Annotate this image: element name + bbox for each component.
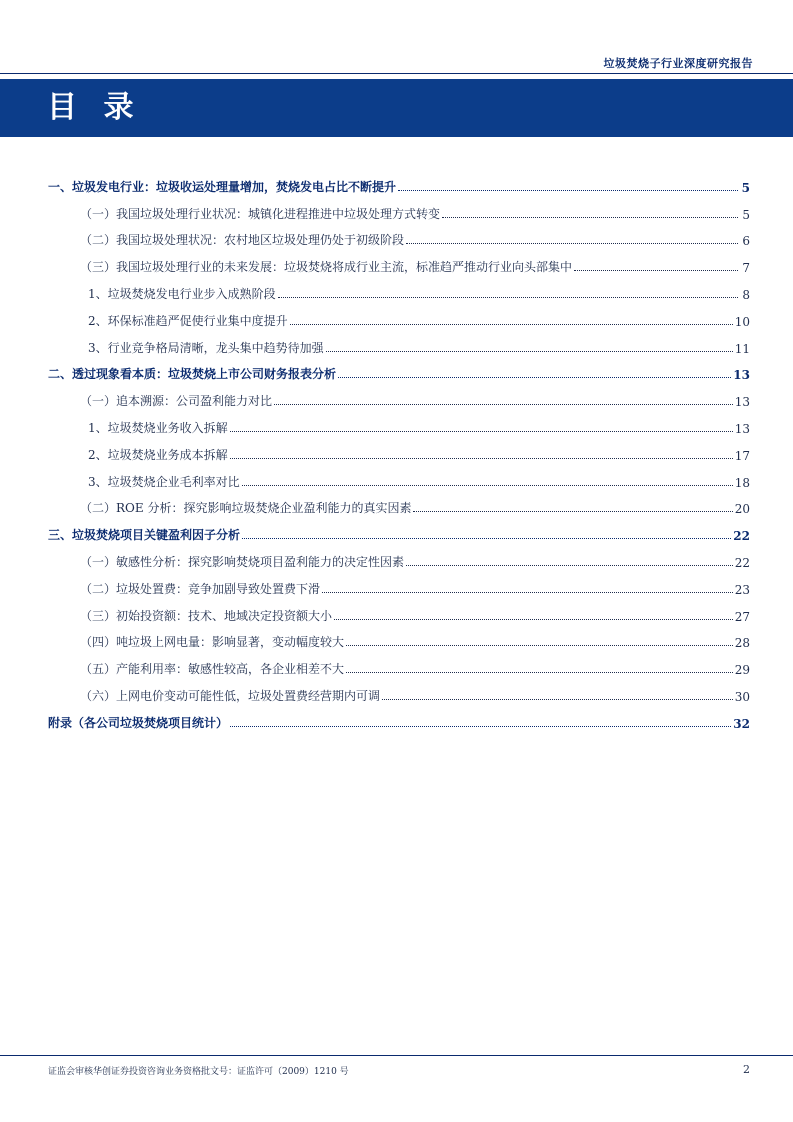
toc-entry-title: 二、透过现象看本质：垃圾焚烧上市公司财务报表分析 bbox=[48, 367, 337, 382]
toc-leader-dots bbox=[574, 270, 738, 271]
toc-leader-dots bbox=[334, 619, 733, 620]
toc-entry[interactable] bbox=[48, 168, 750, 195]
toc-entry-title: （一）追本溯源：公司盈利能力对比 bbox=[80, 394, 273, 409]
toc-entry-page: 32 bbox=[733, 716, 750, 731]
toc-leader-dots bbox=[230, 458, 733, 459]
toc-leader-dots bbox=[413, 511, 732, 512]
toc-entry[interactable] bbox=[48, 275, 750, 302]
toc-entry-title: （六）上网电价变动可能性低，垃圾处置费经营期内可调 bbox=[80, 688, 381, 703]
toc-entry[interactable] bbox=[48, 650, 750, 677]
toc-entry-title: 2、垃圾焚烧业务成本拆解 bbox=[88, 447, 228, 462]
toc-entry-title: （三）初始投资额：技术、地域决定投资额大小 bbox=[80, 608, 333, 623]
toc-entry-page: 18 bbox=[734, 475, 750, 490]
toc-leader-dots bbox=[382, 699, 733, 700]
toc-leader-dots bbox=[442, 217, 738, 218]
toc-entry[interactable] bbox=[48, 543, 750, 570]
toc-entry-title: （二）ROE 分析：探究影响垃圾焚烧企业盈利能力的真实因素 bbox=[80, 501, 412, 516]
toc-leader-dots bbox=[346, 672, 733, 673]
toc-entry-page: 5 bbox=[742, 207, 750, 222]
toc-entry[interactable] bbox=[48, 677, 750, 704]
toc-leader-dots bbox=[406, 565, 733, 566]
contents-banner bbox=[0, 79, 793, 137]
toc-entry[interactable] bbox=[48, 704, 750, 731]
toc-leader-dots bbox=[346, 645, 733, 646]
toc-leader-dots bbox=[406, 243, 738, 244]
toc-entry[interactable] bbox=[48, 516, 750, 543]
toc-entry-page: 8 bbox=[742, 287, 750, 302]
toc-entry-title: 三、垃圾焚烧项目关键盈利因子分析 bbox=[48, 528, 241, 543]
toc-entry-title: （一）敏感性分析：探究影响焚烧项目盈利能力的决定性因素 bbox=[80, 554, 405, 569]
toc-entry[interactable] bbox=[48, 463, 750, 490]
toc-entry[interactable] bbox=[48, 570, 750, 597]
toc-entry[interactable] bbox=[48, 490, 750, 517]
toc-entry-title: 一、垃圾发电行业：垃圾收运处理量增加，焚烧发电占比不断提升 bbox=[48, 179, 397, 194]
toc-entry-page: 20 bbox=[734, 502, 750, 517]
table-of-contents bbox=[48, 168, 750, 731]
contents-title: 目 录 bbox=[47, 90, 142, 125]
toc-entry[interactable] bbox=[48, 382, 750, 409]
toc-entry-page: 10 bbox=[734, 314, 750, 329]
toc-entry-page: 13 bbox=[733, 368, 750, 383]
toc-leader-dots bbox=[278, 297, 738, 298]
footer-license: 证监会审核华创证券投资咨询业务资格批文号：证监许可（2009）1210 号 bbox=[48, 1067, 349, 1077]
toc-entry-title: （二）垃圾处置费：竞争加剧导致处置费下滑 bbox=[80, 581, 321, 596]
footer-page-number: 2 bbox=[743, 1063, 750, 1076]
toc-leader-dots bbox=[290, 324, 733, 325]
toc-entry-page: 13 bbox=[734, 395, 750, 410]
toc-entry[interactable] bbox=[48, 222, 750, 249]
toc-entry-page: 30 bbox=[734, 689, 750, 704]
toc-entry-page: 22 bbox=[733, 529, 750, 544]
toc-leader-dots bbox=[398, 190, 738, 191]
toc-entry[interactable] bbox=[48, 436, 750, 463]
toc-entry-page: 13 bbox=[734, 421, 750, 436]
toc-entry-title: （一）我国垃圾处理行业状况：城镇化进程推进中垃圾处理方式转变 bbox=[80, 206, 441, 221]
toc-entry-title: 1、垃圾焚烧发电行业步入成熟阶段 bbox=[88, 286, 276, 301]
toc-leader-dots bbox=[326, 351, 733, 352]
toc-leader-dots bbox=[322, 592, 733, 593]
footer-divider bbox=[0, 1055, 793, 1056]
toc-leader-dots bbox=[338, 377, 731, 378]
toc-entry-page: 6 bbox=[742, 234, 750, 249]
toc-leader-dots bbox=[242, 485, 733, 486]
toc-entry[interactable] bbox=[48, 248, 750, 275]
toc-entry[interactable] bbox=[48, 624, 750, 651]
toc-entry-title: 附录（各公司垃圾焚烧项目统计） bbox=[48, 715, 229, 730]
header-divider bbox=[0, 73, 793, 74]
toc-entry-title: 3、垃圾焚烧企业毛利率对比 bbox=[88, 474, 240, 489]
toc-entry-title: （五）产能利用率：敏感性较高，各企业相差不大 bbox=[80, 662, 345, 677]
toc-entry-page: 28 bbox=[734, 636, 750, 651]
toc-entry[interactable] bbox=[48, 329, 750, 356]
toc-entry-page: 29 bbox=[734, 663, 750, 678]
toc-leader-dots bbox=[230, 431, 733, 432]
toc-entry-page: 5 bbox=[741, 180, 750, 195]
toc-entry[interactable] bbox=[48, 409, 750, 436]
toc-leader-dots bbox=[274, 404, 733, 405]
toc-leader-dots bbox=[230, 726, 731, 727]
toc-entry[interactable] bbox=[48, 302, 750, 329]
toc-entry-page: 27 bbox=[734, 609, 750, 624]
toc-entry-page: 22 bbox=[734, 555, 750, 570]
toc-entry-page: 17 bbox=[734, 448, 750, 463]
toc-entry-title: （四）吨垃圾上网电量：影响显著，变动幅度较大 bbox=[80, 635, 345, 650]
toc-entry[interactable] bbox=[48, 597, 750, 624]
toc-entry-title: 2、环保标准趋严促使行业集中度提升 bbox=[88, 313, 288, 328]
toc-leader-dots bbox=[242, 538, 731, 539]
toc-entry-title: 3、行业竞争格局清晰，龙头集中趋势待加强 bbox=[88, 340, 324, 355]
toc-entry-page: 23 bbox=[734, 582, 750, 597]
toc-entry-title: （三）我国垃圾处理行业的未来发展：垃圾焚烧将成行业主流，标准趋严推动行业向头部集中 bbox=[80, 260, 573, 275]
toc-entry-page: 11 bbox=[734, 341, 750, 356]
report-header-title: 垃圾焚烧子行业深度研究报告 bbox=[603, 57, 753, 70]
toc-entry[interactable] bbox=[48, 195, 750, 222]
toc-entry-page: 7 bbox=[742, 261, 750, 276]
toc-entry-title: 1、垃圾焚烧业务收入拆解 bbox=[88, 420, 228, 435]
toc-entry-title: （二）我国垃圾处理状况：农村地区垃圾处理仍处于初级阶段 bbox=[80, 233, 405, 248]
toc-entry[interactable] bbox=[48, 356, 750, 383]
